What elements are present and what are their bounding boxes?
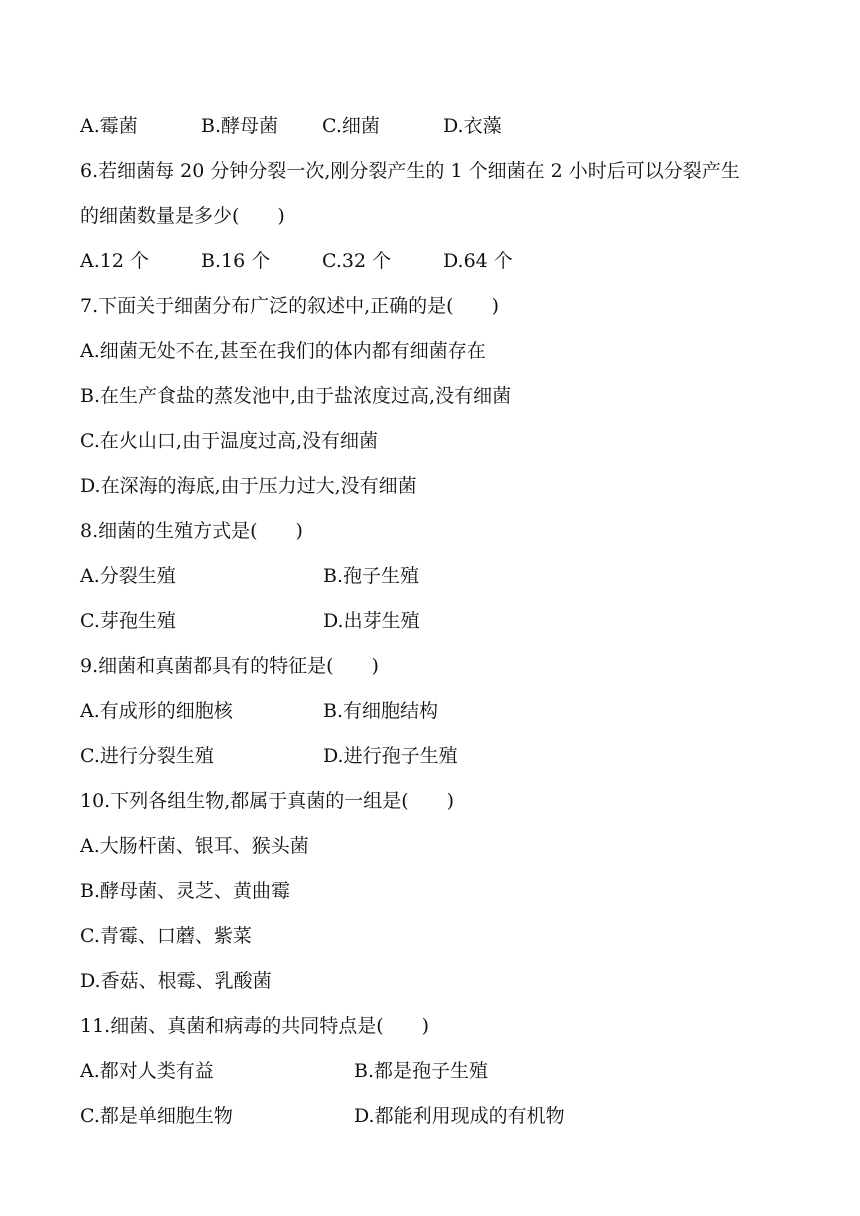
q9-option-b: B.有细胞结构 [323, 700, 439, 722]
q10-option-d: D.香菇、根霉、乳酸菌 [80, 970, 272, 992]
q9-option-a: A.有成形的细胞核 [80, 700, 233, 722]
q7-option-b: B.在生产食盐的蒸发池中,由于盐浓度过高,没有细菌 [80, 385, 512, 407]
q6-option-a: A.12 个 [80, 250, 149, 272]
q7-option-a: A.细菌无处不在,甚至在我们的体内都有细菌存在 [80, 340, 486, 362]
q5-option-d: D.衣藻 [443, 115, 502, 137]
q11-stem: 11.细菌、真菌和病毒的共同特点是( ) [80, 1015, 430, 1037]
q6-option-b: B.16 个 [201, 250, 271, 272]
q10-option-a: A.大肠杆菌、银耳、猴头菌 [80, 835, 309, 857]
q11-option-a: A.都对人类有益 [80, 1060, 214, 1082]
q6-option-d: D.64 个 [443, 250, 513, 272]
q6-stem-line1: 6.若细菌每 20 分钟分裂一次,刚分裂产生的 1 个细菌在 2 小时后可以分裂产生 [80, 160, 740, 182]
q10-option-c: C.青霉、口蘑、紫菜 [80, 925, 252, 947]
q6-stem-line2: 的细菌数量是多少( ) [80, 205, 285, 227]
q7-option-d: D.在深海的海底,由于压力过大,没有细菌 [80, 475, 417, 497]
q9-option-c: C.进行分裂生殖 [80, 745, 214, 767]
q9-option-d: D.进行孢子生殖 [323, 745, 458, 767]
q11-option-b: B.都是孢子生殖 [354, 1060, 489, 1082]
q8-option-c: C.芽孢生殖 [80, 610, 176, 632]
q8-stem: 8.细菌的生殖方式是( ) [80, 520, 303, 542]
q11-option-d: D.都能利用现成的有机物 [354, 1105, 565, 1127]
q6-option-c: C.32 个 [322, 250, 392, 272]
q11-option-c: C.都是单细胞生物 [80, 1105, 233, 1127]
q7-option-c: C.在火山口,由于温度过高,没有细菌 [80, 430, 378, 452]
q7-stem: 7.下面关于细菌分布广泛的叙述中,正确的是( ) [80, 295, 499, 317]
q5-option-c: C.细菌 [322, 115, 380, 137]
q8-option-a: A.分裂生殖 [80, 565, 176, 587]
q10-option-b: B.酵母菌、灵芝、黄曲霉 [80, 880, 291, 902]
q5-option-b: B.酵母菌 [201, 115, 279, 137]
q9-stem: 9.细菌和真菌都具有的特征是( ) [80, 655, 379, 677]
q8-option-d: D.出芽生殖 [323, 610, 420, 632]
q5-option-a: A.霉菌 [80, 115, 138, 137]
q10-stem: 10.下列各组生物,都属于真菌的一组是( ) [80, 790, 455, 812]
q8-option-b: B.孢子生殖 [323, 565, 420, 587]
